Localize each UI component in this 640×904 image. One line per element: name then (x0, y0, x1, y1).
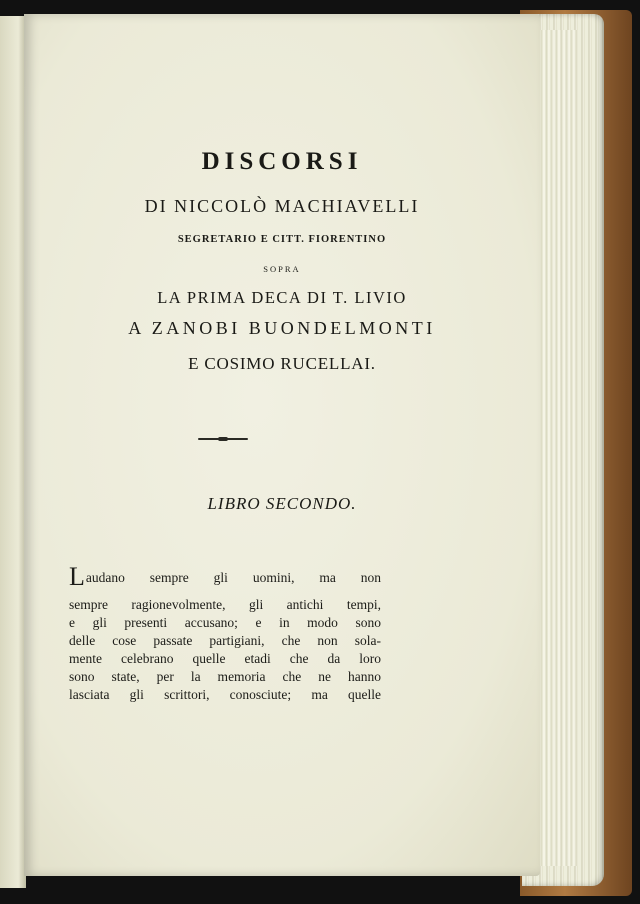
body-line-5: mente celebrano quelle etadi che da loro (69, 651, 381, 666)
office-line: SEGRETARIO E CITT. FIORENTINO (177, 234, 387, 245)
body-line-2: sempre ragionevolmente, gli antichi tempi, (69, 597, 381, 612)
author-line: DI NICCOLÒ MACHIAVELLI (144, 196, 420, 216)
body-line-4: delle cose passate partigiani, che non sola- (69, 633, 381, 648)
book-heading: LIBRO SECONDO. (207, 494, 357, 513)
body-line-1-text: audano sempre gli uomini, ma non (85, 570, 381, 585)
body-line-3: e gli presenti accusano; e in modo sono (69, 615, 381, 630)
ornamental-rule (198, 438, 248, 440)
title-page (24, 14, 540, 876)
dedicatee-line-1: A ZANOBI BUONDELMONTI (128, 318, 436, 338)
body-line-7: lasciata gli scrittori, conosciute; ma quelle (69, 687, 381, 702)
title-discorsi: DISCORSI (201, 148, 363, 175)
subject-line: LA PRIMA DECA DI T. LIVIO (157, 288, 407, 307)
dedicatee-line-2: E COSIMO RUCELLAI. (188, 354, 376, 373)
left-page-edge (0, 16, 26, 888)
body-line-1 (69, 562, 381, 591)
drop-cap: L (69, 562, 85, 591)
body-line-6: sono state, per la memoria che ne hanno (69, 669, 381, 684)
connector-line: SOPRA (263, 264, 301, 274)
